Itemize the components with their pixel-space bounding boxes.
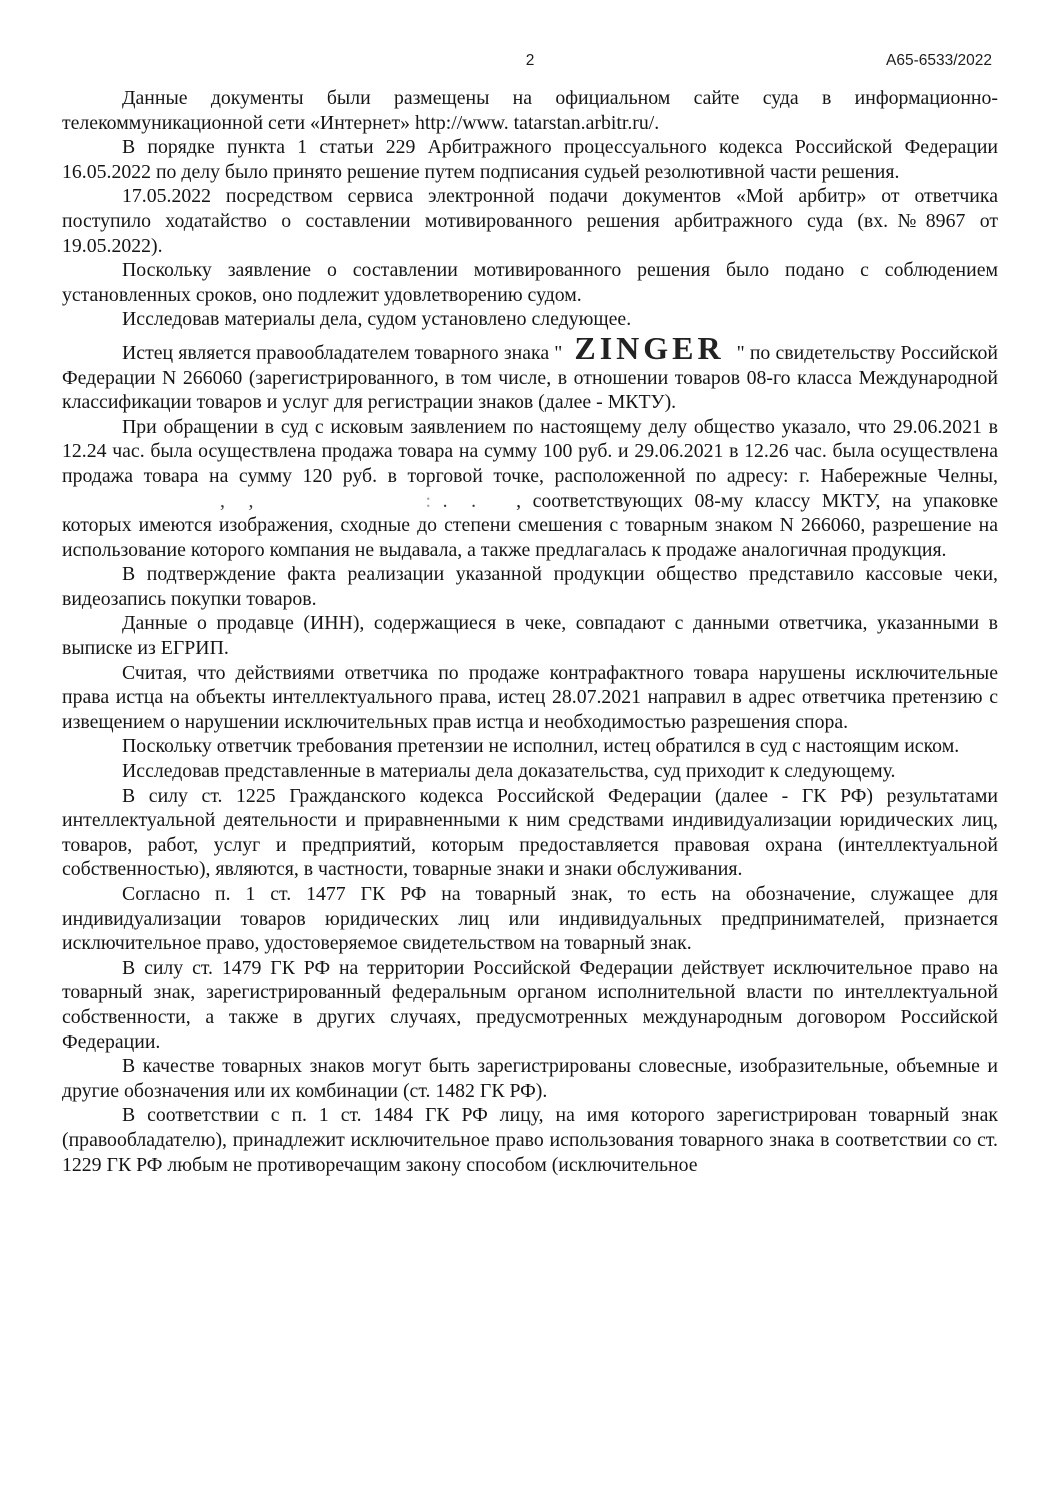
redacted-paragraph-part1: При обращении в суд с исковым заявлением по настоящему делу общество указало, что 29.06.2021 в 12.24 час. была осуществлена продажа товара на сумму 100 руб. и 29.06.2021 в 12.26 час. была осуществлена продажа товара на сумму 120 руб. в торговой точке, расположенной по адресу: г. Набережные Челны, — [62, 415, 998, 487]
redaction-gap — [482, 506, 516, 507]
paragraph: Исследовав представленные в материалы дела доказательства, суд приходит к следующему. — [122, 760, 896, 783]
paragraph: Исследовав материалы дела, судом установлено следующее. — [122, 308, 632, 331]
paragraph: В подтверждение факта реализации указанной продукции общество представило кассовые чеки, видеозапись покупки товаров. — [62, 563, 998, 610]
paragraph: В соответствии с п. 1 ст. 1484 ГК РФ лицу, на имя которого зарегистрирован товарный знак (правообладателю), принадлежит исключительное право использования товарного знака в соответствии со ст. 1229 ГК РФ любым не противоречащим закону способом (исключительное — [62, 1104, 998, 1176]
redaction-gap — [62, 506, 220, 507]
paragraph: В силу ст. 1225 Гражданского кодекса Российской Федерации (далее - ГК РФ) результатами интеллектуальной деятельности и приравненными к ним средствами индивидуализации юридических лиц, товаров, работ, услуг и предприятий, которым предоставляется правовая охрана (интеллектуальной собственностью), являются, в частности, товарные знаки и знаки обслуживания. — [62, 784, 998, 881]
paragraph: Данные о продавце (ИНН), содержащиеся в чеке, совпадают с данными ответчика, указанными в выписке из ЕГРИП. — [62, 612, 998, 660]
paragraph: В порядке пункта 1 статьи 229 Арбитражного процессуального кодекса Российской Федерации 16.05.2022 по делу было принято решение путем подписания судьей резолютивной части решения. — [62, 136, 998, 183]
paragraph: 17.05.2022 посредством сервиса электронной подачи документов «Мой арбитр» от ответчика поступило ходатайство о составлении мотивированного решения арбитражного суда (вх.№8967 от 19.05.2022). — [62, 185, 998, 257]
page-header — [62, 52, 998, 74]
redacted-paragraph-part2: , соответствующих 08-му классу МКТУ, на упаковке которых имеются изображения, сходные до степени смешения с товарным знаком N 266060, разрешение на использование которого компания не выдавала, а также предлагалась к продаже аналогичная продукция. — [62, 489, 998, 561]
paragraph: Считая, что действиями ответчика по продаже контрафактного товара нарушены исключительные права истца на объекты интеллектуального права, истец 28.07.2021 направил в адрес ответчика претензию с извещением о нарушении исключительных прав истца и необходимостью разрешения спора. — [62, 661, 998, 733]
paragraph: Поскольку ответчик требования претензии не исполнил, истец обратился в суд с настоящим иском. — [122, 735, 960, 758]
paragraph: Данные документы были размещены на официальном сайте суда в информационно-телекоммуникационной сети «Интернет» http://www. tatarstan.arbitr.ru/. — [62, 87, 998, 134]
redaction-artifact: . . — [442, 489, 483, 512]
trademark-intro-text: Истец является правообладателем товарного знака " — [122, 341, 563, 364]
paragraph: В силу ст. 1479 ГК РФ на территории Российской Федерации действует исключительное право на товарный знак, зарегистрированный федеральным органом исполнительной власти по интеллектуальной собственности, а также в других случаях, предусмотренных международным договором Российской Федерации. — [62, 956, 998, 1053]
case-number: А65-6533/2022 — [885, 52, 992, 69]
paragraph: Поскольку заявление о составлении мотивированного решения было подано с соблюдением установленных сроков, оно подлежит удовлетворению судом. — [62, 259, 998, 306]
page-number: 2 — [525, 52, 535, 69]
redaction-gap — [259, 506, 425, 507]
trademark-outro-text: " по свидетельству Российской Федерации N 266060 (зарегистрированного, в том числе, в отношении товаров 08-го класса Международной классификации товаров и услуг для регистрации знаков (далее - МКТУ). — [62, 341, 998, 414]
paragraph-redacted — [62, 415, 998, 563]
redaction-artifact: , , — [220, 489, 260, 512]
paragraph: Согласно п. 1 ст. 1477 ГК РФ на товарный знак, то есть на обозначение, служащее для индивидуализации товаров юридических лиц или индивидуальных предпринимателей, признается исключительное право, удостоверяемое свидетельством на товарный знак. — [62, 883, 998, 955]
paragraph: В качестве товарных знаков могут быть зарегистрированы словесные, изобразительные, объемные и другие обозначения или их комбинации (ст. 1482 ГК РФ). — [62, 1055, 998, 1102]
document-body — [62, 86, 998, 1177]
paragraph-trademark — [62, 329, 998, 415]
trademark-zinger: ZINGER — [574, 329, 725, 366]
redaction-artifact: : — [425, 489, 431, 512]
